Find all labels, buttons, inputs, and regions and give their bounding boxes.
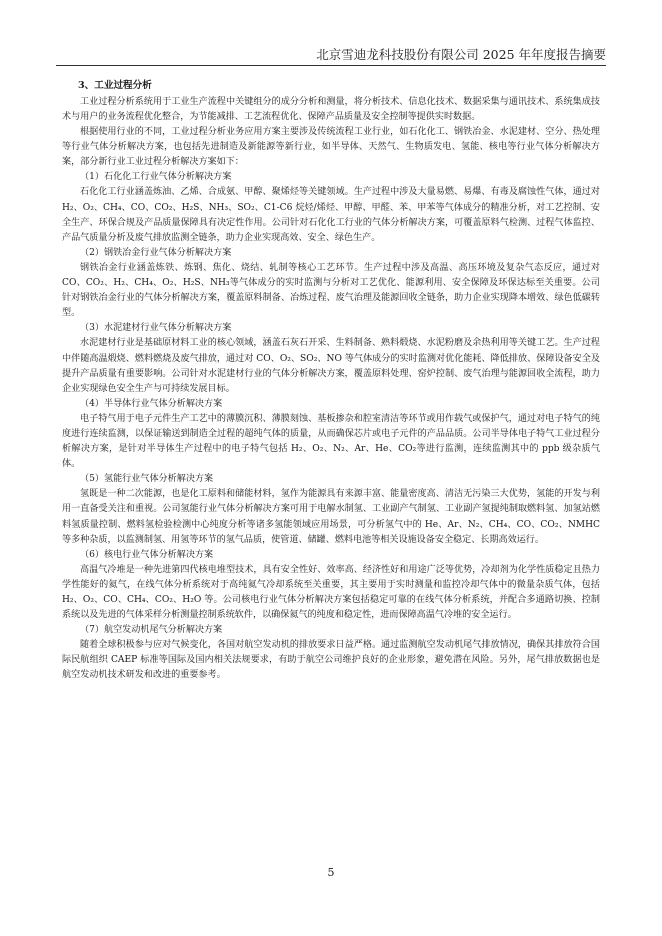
intro-paragraph: 工业过程分析系统用于工业生产流程中关键组分的成分分析和测量，将分析技术、信息化技术、数据采集与通讯技术、系统集成技术与用户的业务流程优化整合，为节能减排、工艺流程优化、保障产品质量及安全控制等提供实时数据。 xyxy=(62,96,600,123)
subsection-title: （5）氢能行业气体分析解决方案 xyxy=(80,474,214,485)
subsection-title: （4）半导体行业气体分析解决方案 xyxy=(80,398,223,409)
section-heading: 3、工业过程分析 xyxy=(78,80,152,91)
subsection-title: （3）水泥建材行业气体分析解决方案 xyxy=(80,323,232,334)
header-divider xyxy=(56,65,606,66)
page-number: 5 xyxy=(327,866,335,879)
intro-paragraph: 根据使用行业的不同，工业过程分析业务应用方案主要涉及传统流程工业行业，如石化化工、钢铁冶金、水泥建材、空分、热处理等行业气体分析解决方案，也包括先进制造及新能源等新行业，如半导体、天然气、生物质发电、氢能、核电等行业气体分析解决方案，部分新行业工业过程分析解决方案如下： xyxy=(62,127,600,168)
subsection-title: （7）航空发动机尾气分析解决方案 xyxy=(80,625,223,636)
subsection-title: （2）钢铁冶金行业气体分析解决方案 xyxy=(80,247,232,258)
subsection-body: 电子特气用于电子元件生产工艺中的薄膜沉积、薄膜刻蚀、基板掺杂和腔室清洁等环节或用作载气或保护气，通过对电子特气的纯度进行连续监测，以保证输送到制造全过程的超纯气体的质量，从而确保芯片或电子元件的产品品质。公司半导体电子特气工业过程分析解决方案，是针对半导体生产过程中的电子特气包括 H₂、O₂、N₂、Ar、He、CO₂等进行监测，连续监测其中的 ppb 级杂质气体。 xyxy=(62,413,600,470)
report-header-title: 北京雪迪龙科技股份有限公司 2025 年年度报告摘要 xyxy=(316,47,606,62)
subsection-body: 高温气冷堆是一种先进第四代核电堆型技术，具有安全性好、效率高、经济性好和用途广泛等优势，冷却剂为化学性质稳定且热力学性能好的氦气，在线气体分析系统对于高纯氦气冷却系统至关重要，其主要用于实时测量和监控冷却气体中的微量杂质气体，包括 H₂、O₂、CO、CH₄、CO₂、H₂O 等。公司核电行业气体分析解决方案包括稳定可靠的在线气体分析系统，并配合多通路切换、控制系统以及先进的气体采样分析测量控制系统软件，以确保氦气的纯度和稳定性，进而保障高温气冷堆的安全运行。 xyxy=(62,564,600,621)
subsection-body: 氢既是一种二次能源，也是化工原料和储能材料，氢作为能源具有来源丰富、能量密度高、清洁无污染三大优势，氢能的开发与利用一直备受关注和重视。公司氢能行业气体分析解决方案可用于电解水制氢、工业副产气制氢、工业副产氢提纯制取燃料氢、加氢站燃料氢质量控制、燃料氢检验检测中心纯度分析等诸多氢能领域应用场景，可分析氢气中的 He、Ar、N₂、CH₄、CO、CO₂、NMHC 等多种杂质，以监测制氢、用氢等环节的氢气品质，使管道、储罐、燃料电池等相关设施设备安全稳定、长期高效运行。 xyxy=(62,489,600,545)
main-content xyxy=(62,78,600,684)
subsection-title: （1）石化化工行业气体分析解决方案 xyxy=(80,172,232,183)
subsection-body: 水泥建材行业是基础原材料工业的核心领域，涵盖石灰石开采、生料制备、熟料煅烧、水泥粉磨及余热利用等关键工艺。生产过程中伴随高温煅烧、燃料燃烧及废气排放，通过对 CO、O₂、SO₂、NO 等气体成分的实时监测对优化能耗、降低排放、保障设备安全及提升产品质量有重要影响。公司针对水泥建材行业的气体分析解决方案，覆盖原料处理、窑炉控制、废气治理与能源回收全流程，助力企业实现绿色安全生产与可持续发展目标。 xyxy=(62,338,600,394)
subsection-body: 随着全球积极参与应对气候变化，各国对航空发动机的排放要求日益严格。通过监测航空发动机尾气排放情况，确保其排放符合国际民航组织 CAEP 标准等国际及国内相关法规要求，有助于航空公司维护良好的企业形象，避免潜在风险。另外，尾气排放数据也是航空发动机技术研发和改进的重要参考。 xyxy=(62,640,600,681)
subsection-body: 钢铁冶金行业涵盖炼铁、炼钢、焦化、烧结、轧制等核心工艺环节。生产过程中涉及高温、高压环境及复杂气态反应，通过对 CO、CO₂、H₂、CH₄、O₂、H₂S、NH₃等气体成分的实时监测与分析对工艺优化、能源利用、安全保障及环保达标至关重要。公司针对钢铁冶金行业的气体分析解决方案，覆盖原料制备、冶炼过程、废气治理及能源回收全链条，助力企业实现降本增效、绿色低碳转型。 xyxy=(62,262,600,319)
subsection-body: 石化化工行业涵盖炼油、乙烯、合成氨、甲醇、聚烯烃等关键领域。生产过程中涉及大量易燃、易爆、有毒及腐蚀性气体，通过对 H₂、O₂、CH₄、CO、CO₂、H₂S、NH₃、SO₂、C1-C6 烷烃/烯烃、甲醇、甲醛、苯、甲苯等气体成分的精准分析，对工艺控制、安全生产、环保合规及产品质量保障具有决定性作用。公司针对石化化工行业的气体分析解决方案，可覆盖原料气检测、过程气体监控、产品气质量分析及废气排放监测全链条，助力企业实现高效、安全、绿色生产。 xyxy=(62,187,600,243)
subsection-title: （6）核电行业气体分析解决方案 xyxy=(80,549,214,560)
